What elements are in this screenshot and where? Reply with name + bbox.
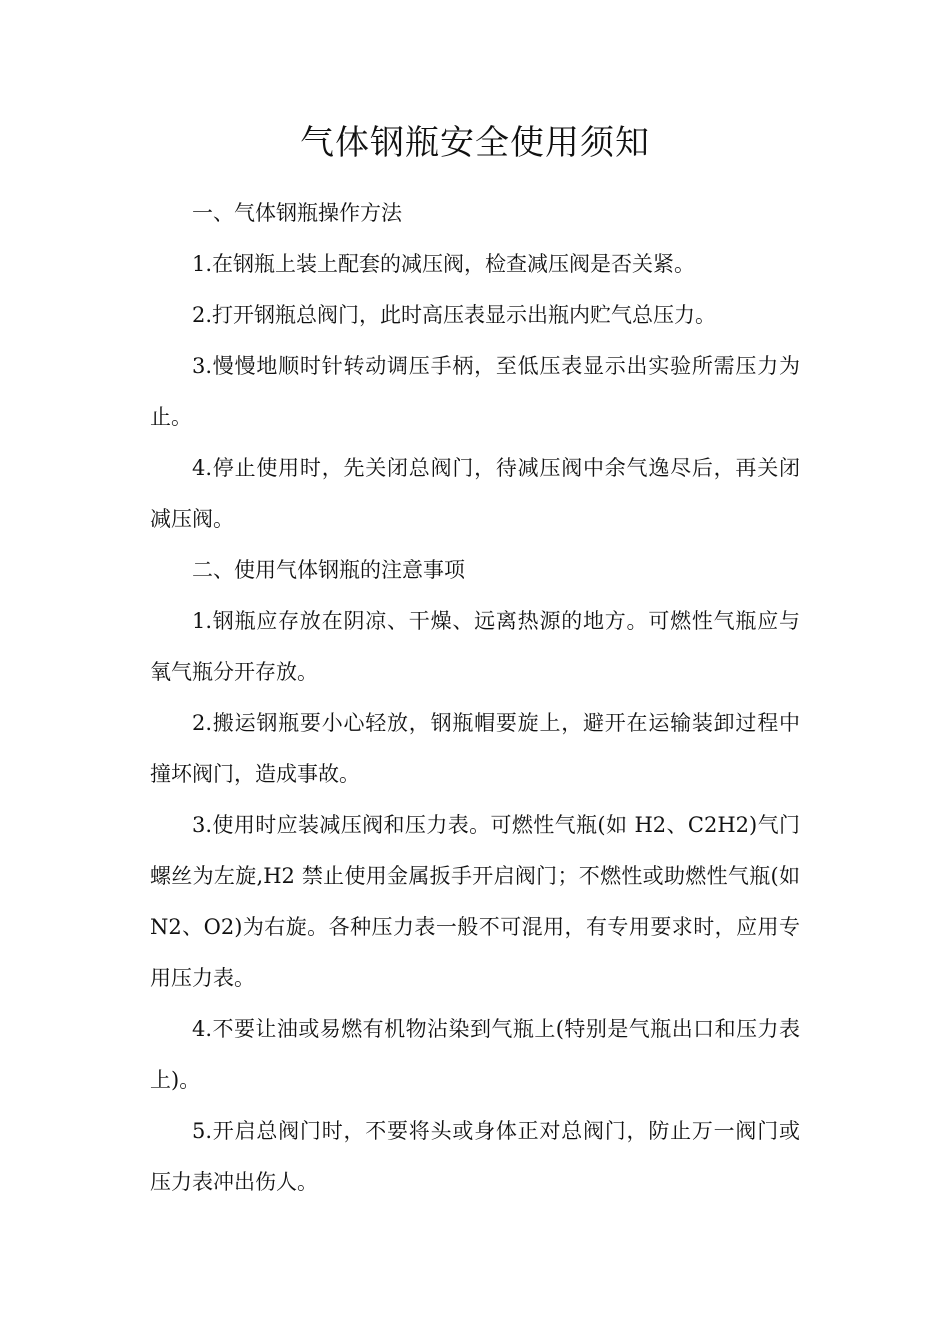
precaution-item-1: 1.钢瓶应存放在阴凉、干燥、远离热源的地方。可燃性气瓶应与氧气瓶分开存放。 <box>150 609 800 684</box>
precaution-item-4: 4.不要让油或易燃有机物沾染到气瓶上(特别是气瓶出口和压力表上)。 <box>150 1017 800 1092</box>
precaution-item-5: 5.开启总阀门时，不要将头或身体正对总阀门，防止万一阀门或压力表冲出伤人。 <box>150 1119 800 1194</box>
precaution-item-3: 3.使用时应装减压阀和压力表。可燃性气瓶(如 H2、C2H2)气门螺丝为左旋,H2 禁止使用金属扳手开启阀门；不燃性或助燃性气瓶(如 N2、O2)为右旋。各种压力表一般不可混用，有专用要求时，应用专用压力表。 <box>150 813 800 990</box>
document-body <box>150 188 800 1208</box>
operation-step-3: 3.慢慢地顺时针转动调压手柄，至低压表显示出实验所需压力为止。 <box>150 354 800 429</box>
section-heading-precautions: 二、使用气体钢瓶的注意事项 <box>192 558 465 582</box>
document-title: 气体钢瓶安全使用须知 <box>300 123 650 163</box>
precaution-item-2: 2.搬运钢瓶要小心轻放，钢瓶帽要旋上，避开在运输装卸过程中撞坏阀门，造成事故。 <box>150 711 800 786</box>
section-heading-operation: 一、气体钢瓶操作方法 <box>192 201 402 225</box>
operation-step-4: 4.停止使用时，先关闭总阀门，待减压阀中余气逸尽后，再关闭减压阀。 <box>150 456 800 531</box>
operation-step-2: 2.打开钢瓶总阀门，此时高压表显示出瓶内贮气总压力。 <box>192 303 717 327</box>
operation-step-1: 1.在钢瓶上装上配套的减压阀，检查减压阀是否关紧。 <box>192 252 696 276</box>
